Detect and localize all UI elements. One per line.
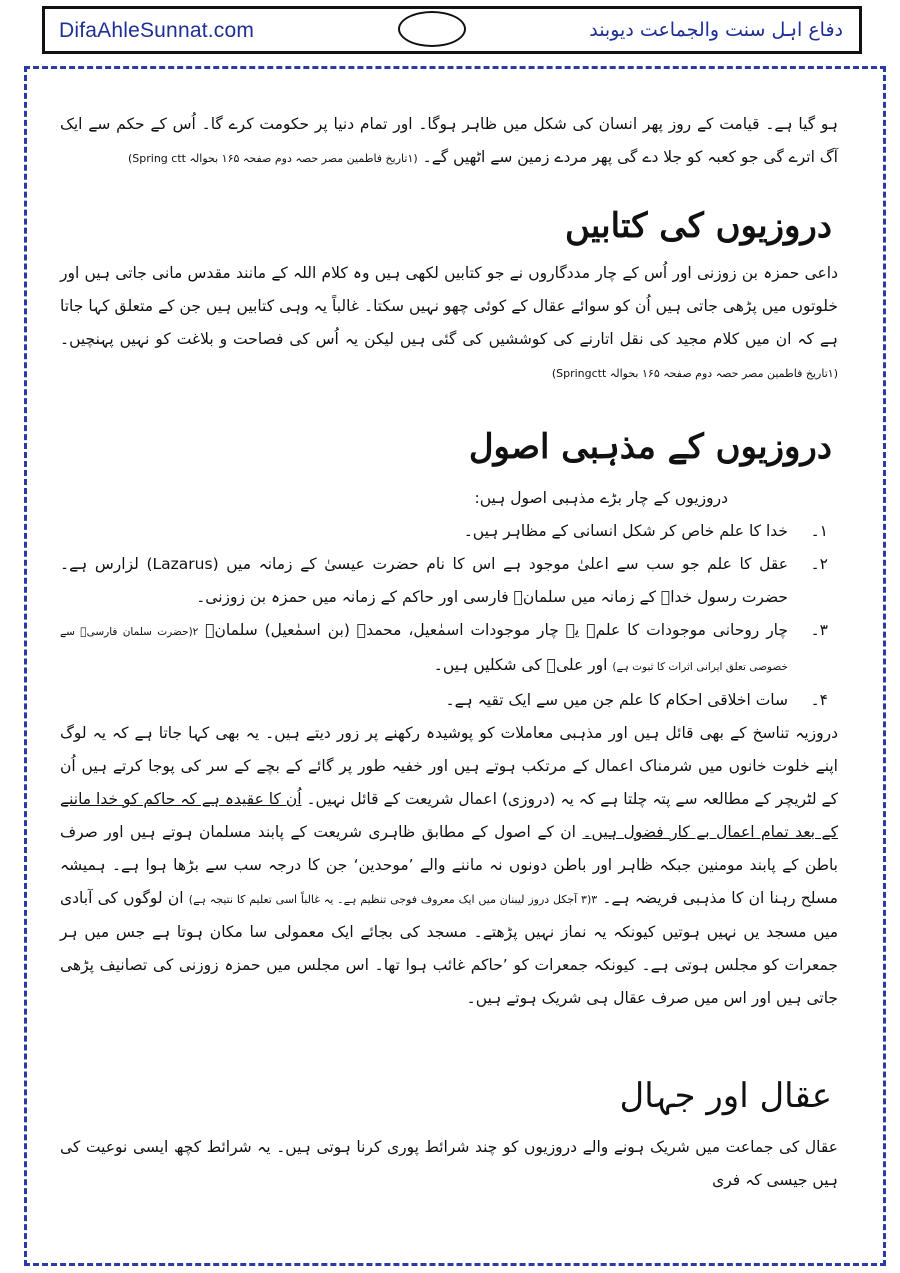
- list-item-tail: اور علیؓ کی شکلیں ہیں۔: [433, 656, 608, 674]
- books-text: داعی حمزہ بن زوزنی اور اُس کے چار مددگاروں نے جو کتابیں لکھی ہیں وہ کلام اللہ کے مانند مقدس مانی جاتی ہیں اور خلوتوں میں پڑھی جاتی ہیں اُن کو سوائے عقال کے کوئی چھو نہیں سکتا۔ غالباً یہ وہی کتابیں ہیں جن کے متعلق کہا جاتا ہے کہ ان میں کلام مجید کی نقل اتارنے کی کوششیں کی گئی ہیں لیکن یہ اُس کی فصاحت و بلاغت کو نہیں پہنچیں۔: [60, 264, 838, 348]
- list-item: [60, 684, 838, 717]
- site-title: دفاع اہل سنت والجماعت دیوبند: [589, 19, 843, 41]
- main-text-1: دروزیہ تناسخ کے بھی قائل ہیں اور مذہبی معاملات کو پوشیدہ رکھنے پر زور دیتے ہیں۔ یہ بھی کہا جاتا ہے کہ یہ لوگ اپنے خلوت خانوں میں شرمناک اعمال کے مرتکب ہوتے ہیں اور خفیہ طور پر گائے کے بچے کے سر کی پوجا کرتے ہیں اُن کے لٹریچر کے مطالعہ سے پتہ چلتا ہے کہ یہ (دروزی) اعمال شریعت کے قائل نہیں۔: [60, 724, 838, 808]
- list-item-number: ۲۔: [810, 555, 828, 573]
- heading-books: دروزیوں کی کتابیں: [564, 206, 832, 246]
- list-item: [60, 515, 838, 548]
- list-item-reference: ۲(حضرت سلمان فارسیؓ سے خصوصی تعلق ایرانی اثرات کا ثبوت ہے): [60, 626, 788, 673]
- list-item-number: ۱۔: [810, 522, 828, 540]
- list-item-text: خدا کا علم خاص کر شکل انسانی کے مظاہر ہیں۔: [463, 522, 788, 540]
- list-item-body: [60, 614, 788, 684]
- list-item-number: ۳۔: [810, 621, 828, 639]
- main-reference: ۳(۳ آجکل دروز لیبنان میں ایک معروف فوجی تنظیم ہے۔ یہ غالباً اسی تعلیم کا نتیجہ ہے): [188, 893, 598, 906]
- list-item-text: سات اخلاقی احکام کا علم جن میں سے ایک تقیہ ہے۔: [445, 691, 788, 709]
- list-item: [60, 614, 838, 684]
- heading-aqqal: عقال اور جہال: [619, 1076, 832, 1116]
- list-item: [60, 548, 838, 614]
- main-text-2: ان کے اصول کے مطابق ظاہری شریعت کے پابند مسلمان ہوتے ہیں اور صرف باطن کے پابند مومنین جبکہ ظاہر اور باطن دونوں نہ ماننے والے ’موحدین‘ جن کا درجہ سب سے بڑھا ہوا ہے۔ ہمیشہ مسلح رہنا ان کا مذہبی فریضہ ہے۔: [60, 823, 838, 907]
- page-content: [60, 108, 838, 1197]
- aqqal-paragraph: عقال کی جماعت میں شریک ہونے والے دروزیوں کو چند شرائط پوری کرنا ہوتی ہیں۔ یہ شرائط کچھ ایسی نوعیت کی ہیں جیسی کہ فری: [60, 1138, 838, 1189]
- page-header: [42, 6, 862, 54]
- main-text-3: ان لوگوں کی آبادی میں مسجد یں نہیں ہوتیں کیونکہ یہ نماز نہیں پڑھتے۔ مسجد کی بجائے ایک معمولی سا مکان ہوتا ہے جس میں ہر جمعرات کو مجلس ہوتی ہے۔ کیونکہ جمعرات کو ’حاکم غائب ہوا تھا۔ اس مجلس میں حمزہ زوزنی کی تصانیف پڑھی جاتی ہیں اور اس میں صرف عقال ہی شریک ہوتے ہیں۔: [60, 889, 838, 1007]
- main-paragraph: [60, 717, 838, 1015]
- principles-intro: دروزیوں کے چار بڑے مذہبی اصول ہیں:: [474, 489, 728, 507]
- list-item-number: ۴۔: [810, 691, 828, 709]
- books-reference: (۱تاریخ فاطمین مصر حصہ دوم صفحہ ۱۶۵ بحوالہ Springctt): [551, 367, 838, 380]
- intro-paragraph: [60, 108, 838, 175]
- intro-reference: (۱تاریخ فاطمین مصر حصہ دوم صفحہ ۱۶۵ بحوالہ Spring ctt): [128, 152, 418, 165]
- list-item-text: چار روحانی موجودات کا علم۔ یہ چار موجودات اسمٰعیل، محمدؐ (بن اسمٰعیل) سلمانؓ: [205, 621, 788, 639]
- main-underlined-text: اُن کا عقیدہ ہے کہ حاکم کو خدا ماننے کے بعد تمام اعمال بے کار فضول ہیں۔: [60, 790, 838, 841]
- intro-text: ہو گیا ہے۔ قیامت کے روز پھر انسان کی شکل میں ظاہر ہوگا۔ اور تمام دنیا پر حکومت کرے گا۔ اُس کے حکم سے ایک آگ اترے گی جو کعبہ کو جلا دے گی پھر مردے زمین سے اٹھیں گے۔: [60, 115, 838, 166]
- page-number-oval: [398, 11, 466, 47]
- books-paragraph: [60, 257, 838, 390]
- list-item-text: عقل کا علم جو سب سے اعلیٰ موجود ہے اس کا نام حضرت عیسیٰ کے زمانہ میں (Lazarus) لزارس ہے۔ حضرت رسول خداؐ کے زمانہ میں سلمانؓ فارسی اور حاکم کے زمانہ میں حمزہ بن زوزنی۔: [60, 555, 788, 606]
- site-url[interactable]: DifaAhleSunnat.com: [59, 19, 255, 42]
- heading-principles: دروزیوں کے مذہبی اصول: [468, 427, 832, 467]
